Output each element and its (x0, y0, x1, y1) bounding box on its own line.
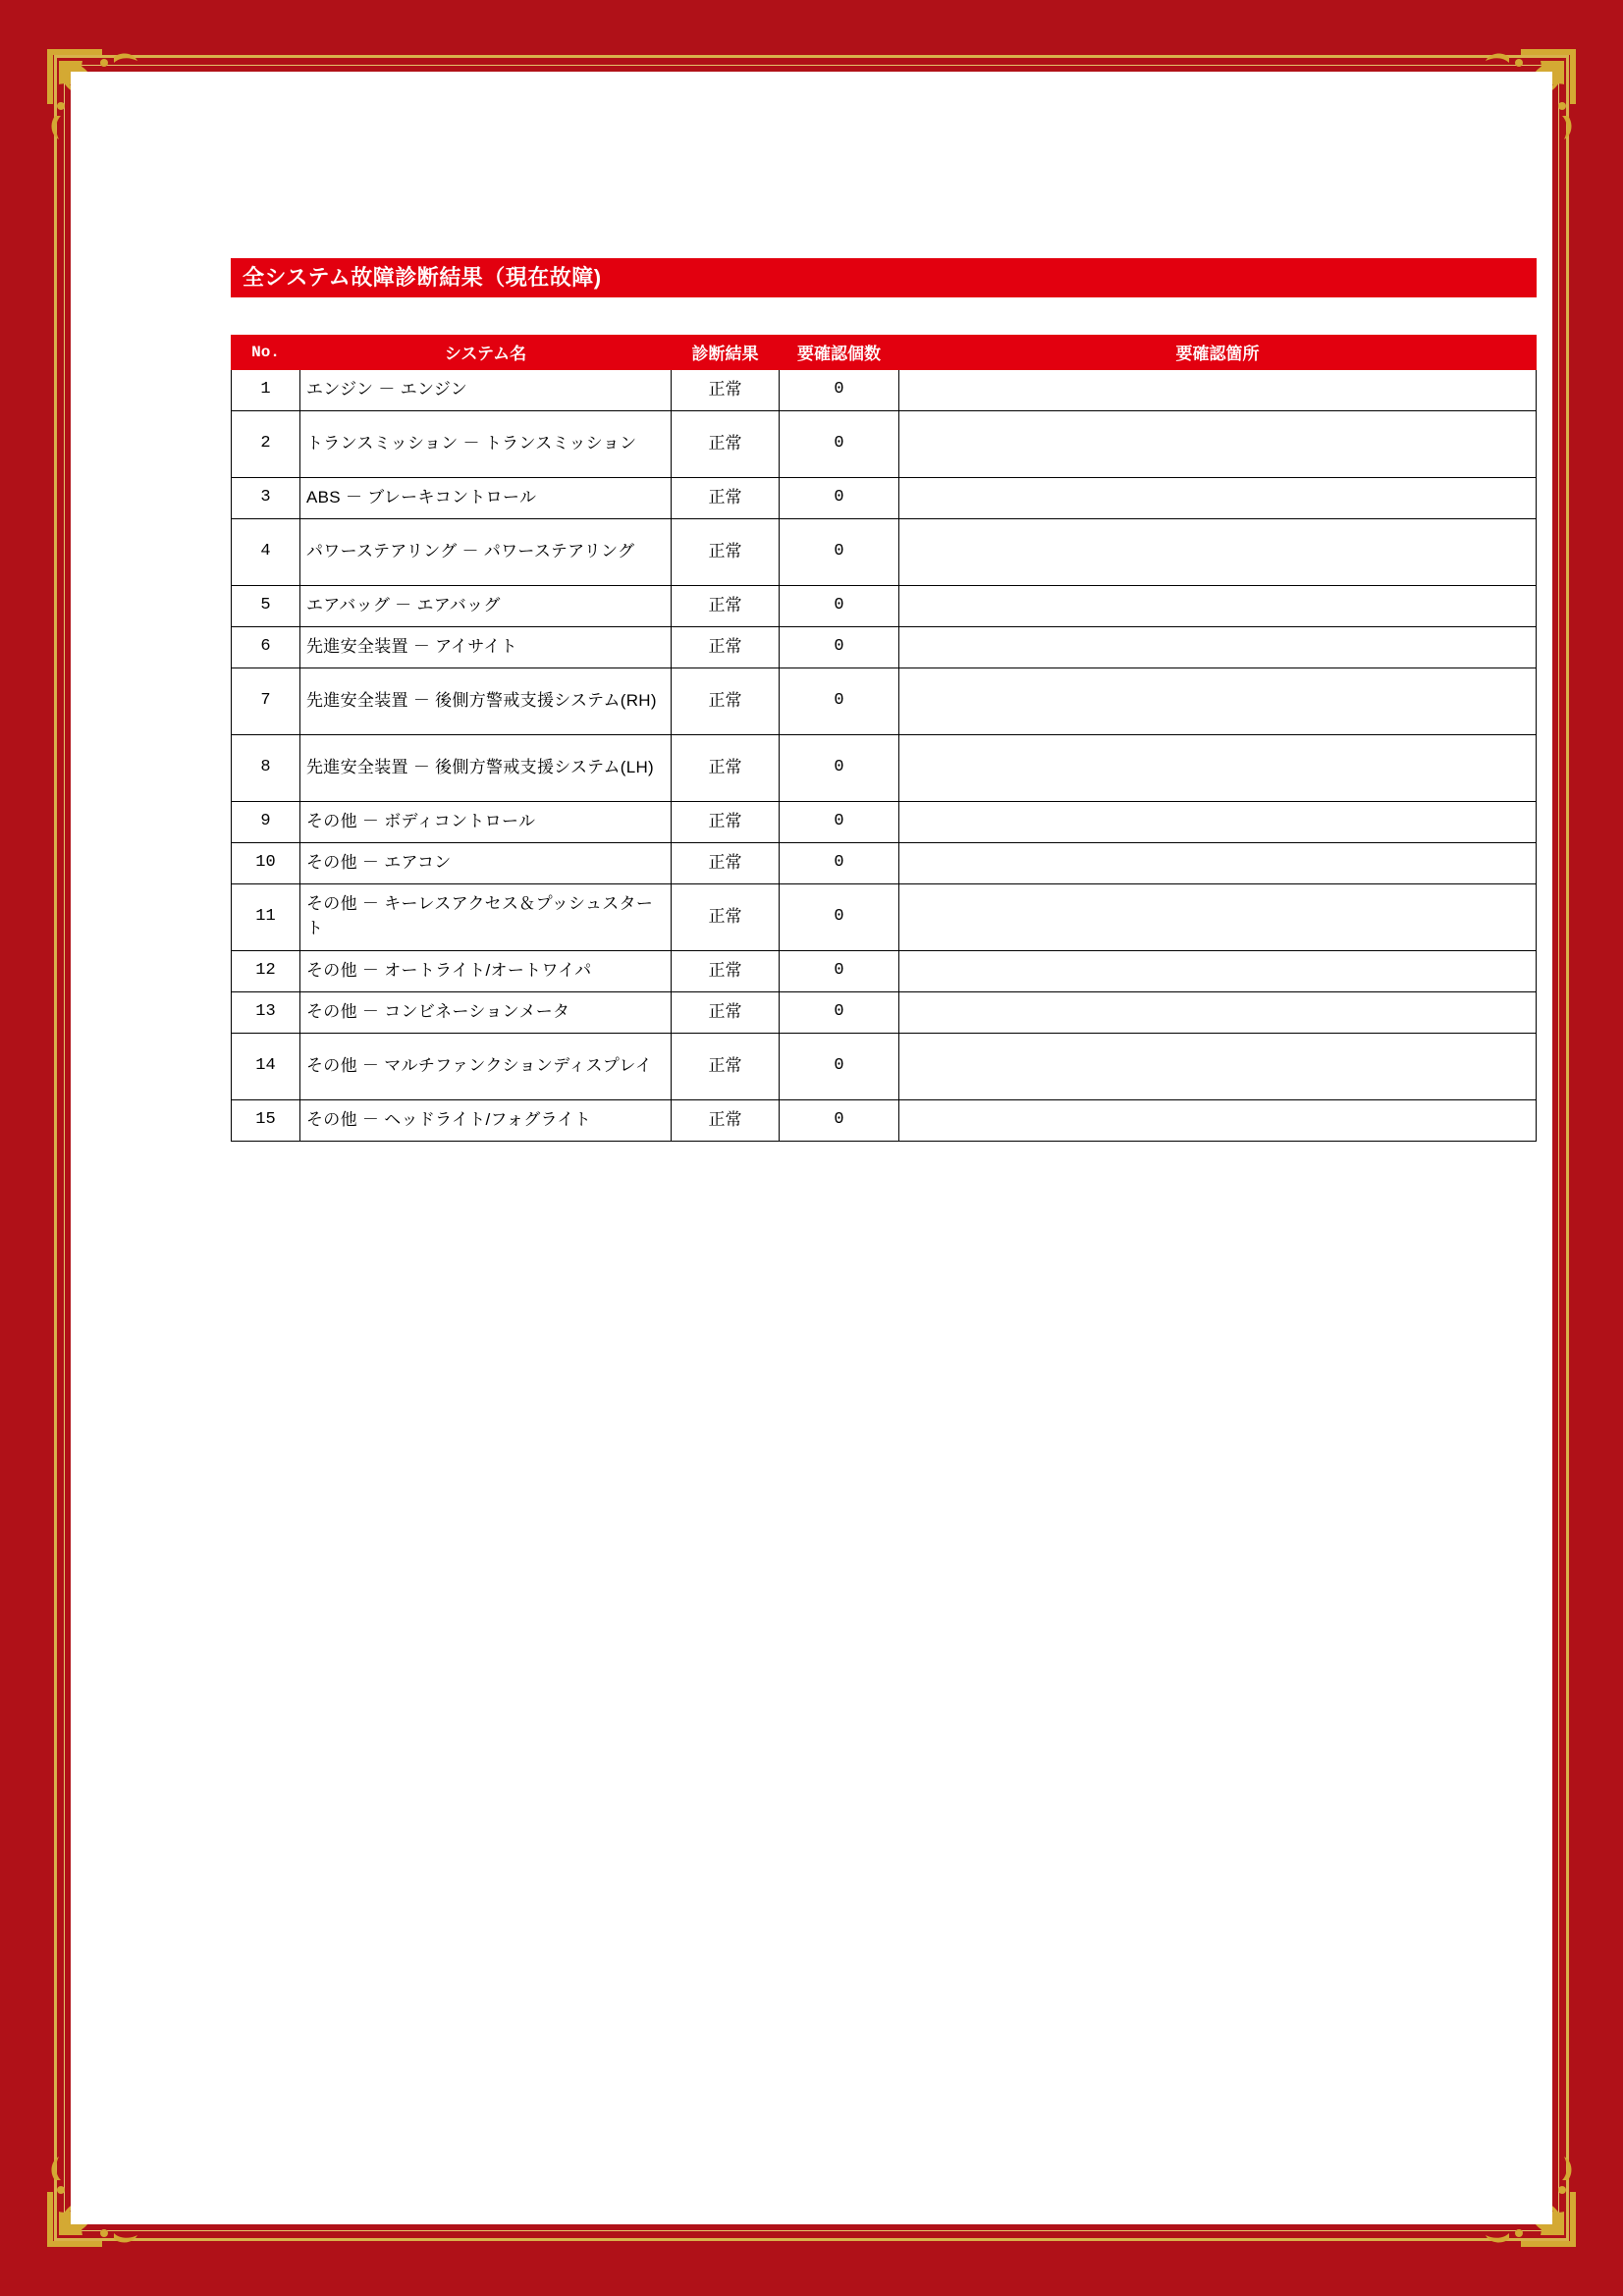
table-row (232, 627, 1537, 668)
cell-result: 正常 (672, 884, 780, 951)
cell-result: 正常 (672, 627, 780, 668)
cell-system: その他 － エアコン (300, 843, 672, 884)
cell-system: 先進安全装置 － アイサイト (300, 627, 672, 668)
cell-no: 6 (232, 627, 300, 668)
cell-system: 先進安全装置 － 後側方警戒支援システム(LH) (300, 735, 672, 802)
cell-no: 12 (232, 951, 300, 992)
table-row (232, 951, 1537, 992)
table-row (232, 370, 1537, 411)
cell-count: 0 (780, 478, 899, 519)
table-row (232, 668, 1537, 735)
cell-count: 0 (780, 1034, 899, 1100)
cell-no: 13 (232, 992, 300, 1034)
cell-count: 0 (780, 735, 899, 802)
cell-result: 正常 (672, 951, 780, 992)
cell-result: 正常 (672, 1034, 780, 1100)
cell-location (899, 843, 1537, 884)
cell-location (899, 884, 1537, 951)
cell-location (899, 478, 1537, 519)
cell-location (899, 668, 1537, 735)
table-row (232, 884, 1537, 951)
cell-result: 正常 (672, 519, 780, 586)
table-row (232, 843, 1537, 884)
cell-result: 正常 (672, 586, 780, 627)
cell-location (899, 951, 1537, 992)
cell-system: その他 － ボディコントロール (300, 802, 672, 843)
table-row (232, 586, 1537, 627)
cell-count: 0 (780, 668, 899, 735)
table-header-row (232, 336, 1537, 370)
table-row (232, 802, 1537, 843)
cell-result: 正常 (672, 735, 780, 802)
cell-result: 正常 (672, 1100, 780, 1142)
cell-no: 5 (232, 586, 300, 627)
cell-system: ABS － ブレーキコントロール (300, 478, 672, 519)
cell-location (899, 1100, 1537, 1142)
cell-system: エンジン － エンジン (300, 370, 672, 411)
cell-location (899, 627, 1537, 668)
cell-system: トランスミッション － トランスミッション (300, 411, 672, 478)
cell-no: 10 (232, 843, 300, 884)
cell-count: 0 (780, 586, 899, 627)
table-row (232, 735, 1537, 802)
table-row (232, 519, 1537, 586)
cell-no: 1 (232, 370, 300, 411)
table-body (232, 370, 1537, 1142)
cell-count: 0 (780, 992, 899, 1034)
document-paper (71, 72, 1552, 2224)
cell-no: 3 (232, 478, 300, 519)
cell-location (899, 370, 1537, 411)
cell-system: その他 － オートライト/オートワイパ (300, 951, 672, 992)
table-row (232, 411, 1537, 478)
cell-no: 7 (232, 668, 300, 735)
cell-count: 0 (780, 802, 899, 843)
cell-result: 正常 (672, 992, 780, 1034)
table-header (232, 336, 1537, 370)
column-header-no: No. (232, 336, 300, 370)
cell-location (899, 1034, 1537, 1100)
column-header-location: 要確認箇所 (899, 336, 1537, 370)
cell-system: その他 － コンビネーションメータ (300, 992, 672, 1034)
diagnostic-results-table (231, 335, 1537, 1142)
cell-system: パワーステアリング － パワーステアリング (300, 519, 672, 586)
cell-no: 2 (232, 411, 300, 478)
cell-result: 正常 (672, 411, 780, 478)
cell-system: エアバッグ － エアバッグ (300, 586, 672, 627)
cell-count: 0 (780, 370, 899, 411)
cell-count: 0 (780, 843, 899, 884)
cell-count: 0 (780, 1100, 899, 1142)
cell-system: その他 － ヘッドライト/フォグライト (300, 1100, 672, 1142)
cell-result: 正常 (672, 802, 780, 843)
cell-count: 0 (780, 951, 899, 992)
cell-no: 14 (232, 1034, 300, 1100)
cell-count: 0 (780, 884, 899, 951)
cell-system: 先進安全装置 － 後側方警戒支援システム(RH) (300, 668, 672, 735)
cell-no: 4 (232, 519, 300, 586)
page-title: 全システム故障診断結果（現在故障) (231, 258, 1537, 297)
column-header-system: システム名 (300, 336, 672, 370)
cell-location (899, 735, 1537, 802)
cell-system: その他 － キーレスアクセス＆プッシュスタート (300, 884, 672, 951)
column-header-result: 診断結果 (672, 336, 780, 370)
cell-no: 9 (232, 802, 300, 843)
cell-result: 正常 (672, 843, 780, 884)
table-row (232, 478, 1537, 519)
cell-result: 正常 (672, 370, 780, 411)
cell-count: 0 (780, 627, 899, 668)
cell-result: 正常 (672, 478, 780, 519)
cell-count: 0 (780, 519, 899, 586)
cell-location (899, 411, 1537, 478)
cell-count: 0 (780, 411, 899, 478)
cell-location (899, 802, 1537, 843)
cell-no: 8 (232, 735, 300, 802)
column-header-count: 要確認個数 (780, 336, 899, 370)
cell-no: 11 (232, 884, 300, 951)
cell-location (899, 586, 1537, 627)
cell-result: 正常 (672, 668, 780, 735)
report-content (231, 258, 1537, 1142)
table-row (232, 1100, 1537, 1142)
table-row (232, 1034, 1537, 1100)
cell-system: その他 － マルチファンクションディスプレイ (300, 1034, 672, 1100)
cell-location (899, 519, 1537, 586)
table-row (232, 992, 1537, 1034)
cell-no: 15 (232, 1100, 300, 1142)
cell-location (899, 992, 1537, 1034)
